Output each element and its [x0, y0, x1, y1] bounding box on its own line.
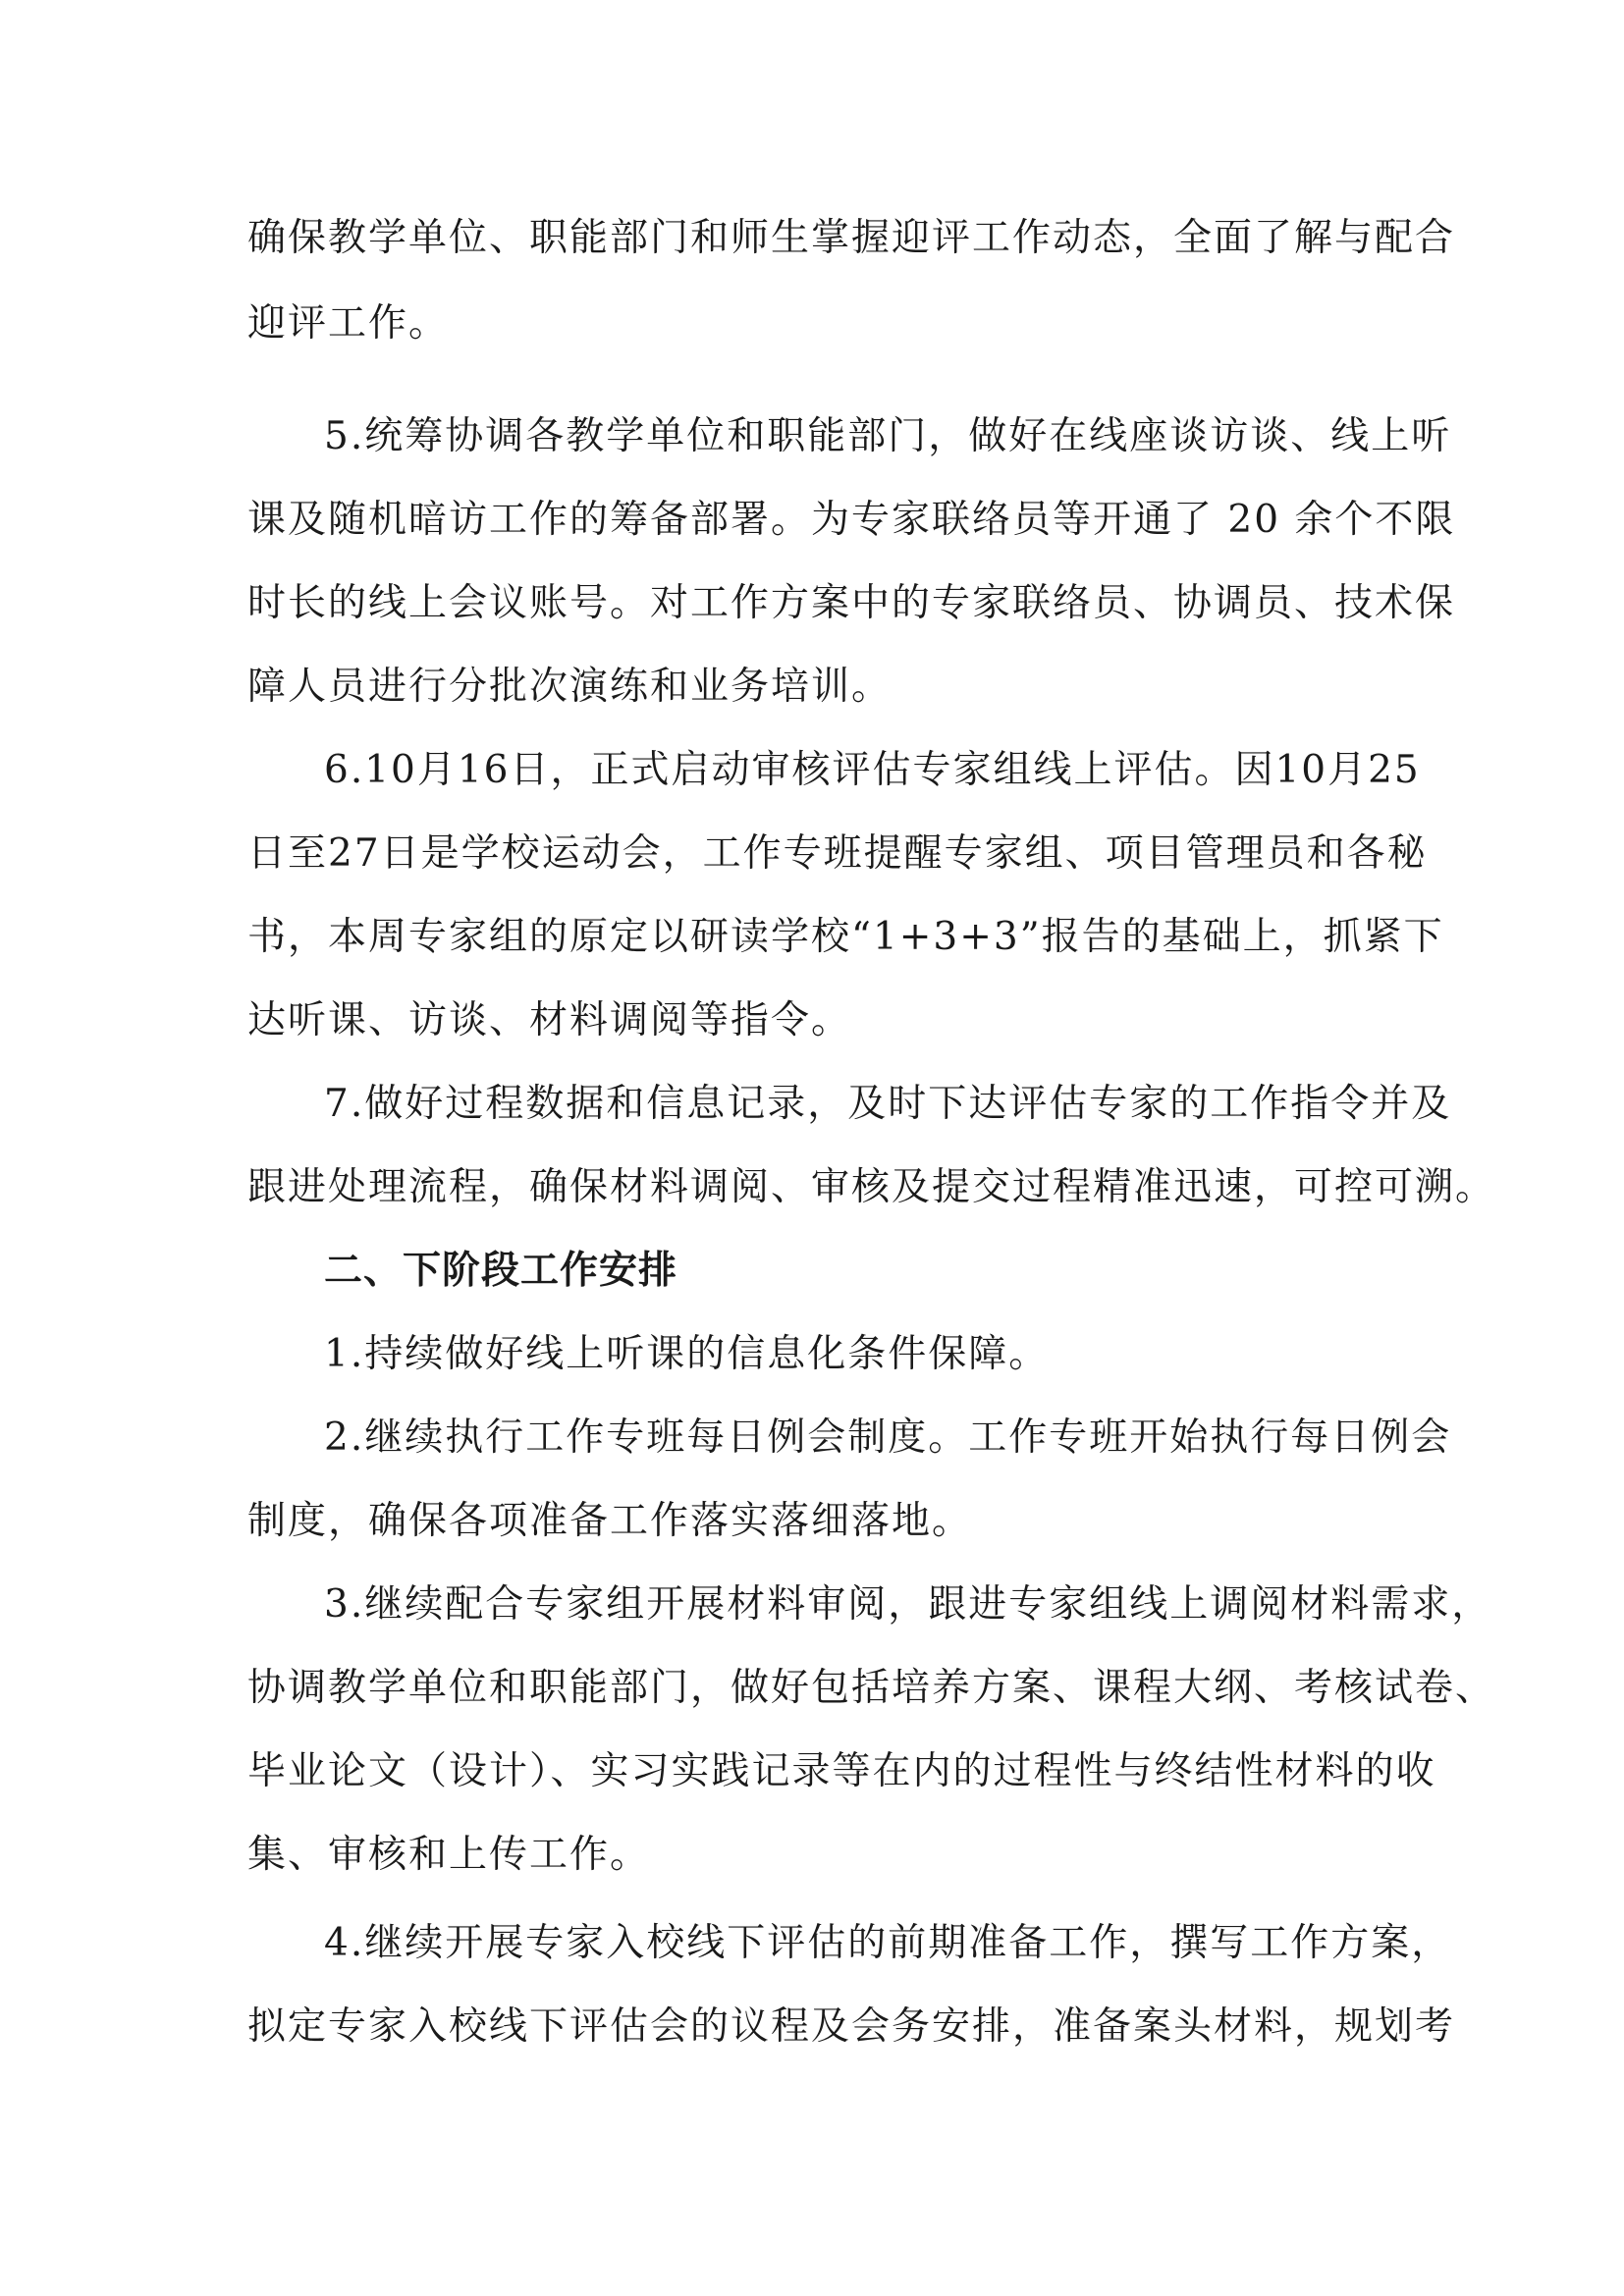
paragraph-line: 课及随机暗访工作的筹备部署。为专家联络员等开通了 20 余个不限: [247, 498, 1456, 542]
paragraph-line: 跟进处理流程，确保材料调阅、审核及提交过程精准迅速，可控可溯。: [247, 1165, 1496, 1209]
paragraph-line: 7.做好过程数据和信息记录，及时下达评估专家的工作指令并及: [324, 1082, 1452, 1126]
paragraph-line: 集、审核和上传工作。: [247, 1833, 651, 1877]
paragraph-line: 协调教学单位和职能部门，做好包括培养方案、课程大纲、考核试卷、: [247, 1666, 1496, 1710]
paragraph-line: 1.持续做好线上听课的信息化条件保障。: [324, 1332, 1050, 1376]
paragraph-line: 时长的线上会议账号。对工作方案中的专家联络员、协调员、技术保: [247, 581, 1456, 625]
paragraph-line: 3.继续配合专家组开展材料审阅，跟进专家组线上调阅材料需求，: [324, 1582, 1492, 1627]
section-heading: 二、下阶段工作安排: [324, 1249, 678, 1293]
paragraph-line: 6.10月16日，正式启动审核评估专家组线上评估。因10月25: [324, 748, 1421, 792]
paragraph-line: 拟定专家入校线下评估会的议程及会务安排，准备案头材料，规划考: [247, 2004, 1456, 2049]
paragraph-line: 4.继续开展专家入校线下评估的前期准备工作，撰写工作方案，: [324, 1921, 1452, 1965]
paragraph-line: 达听课、访谈、材料调阅等指令。: [247, 998, 852, 1042]
paragraph-line: 日至27日是学校运动会，工作专班提醒专家组、项目管理员和各秘: [247, 831, 1428, 876]
paragraph-line: 书，本周专家组的原定以研读学校“1+3+3”报告的基础上，抓紧下: [247, 915, 1444, 959]
paragraph-line: 确保教学单位、职能部门和师生掌握迎评工作动态，全面了解与配合: [247, 216, 1456, 260]
paragraph-line: 5.统筹协调各教学单位和职能部门，做好在线座谈访谈、线上听: [324, 414, 1452, 458]
paragraph-line: 2.继续执行工作专班每日例会制度。工作专班开始执行每日例会: [324, 1415, 1452, 1460]
paragraph-line: 毕业论文（设计）、实习实践记录等在内的过程性与终结性材料的收: [247, 1749, 1436, 1793]
paragraph-line: 制度，确保各项准备工作落实落细落地。: [247, 1499, 973, 1543]
paragraph-line: 障人员进行分批次演练和业务培训。: [247, 665, 893, 709]
paragraph-line: 迎评工作。: [247, 301, 450, 346]
